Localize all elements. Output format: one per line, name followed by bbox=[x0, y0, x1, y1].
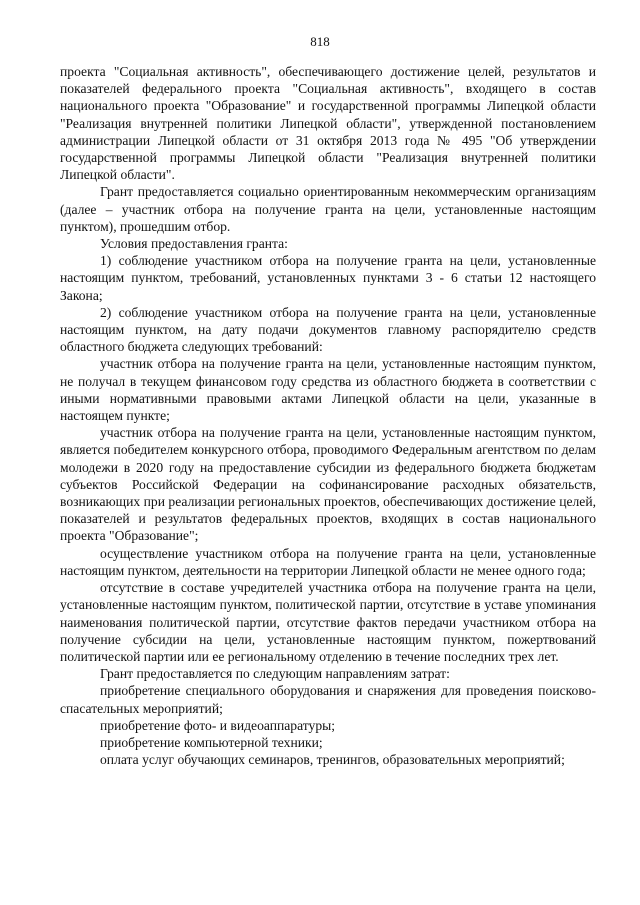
paragraph-requirement-winner: участник отбора на получение гранта на цели, установленные настоящим пунктом, является победителем конкурсного отбора, проводимого Федеральным агентством по делам молодежи в 2020 году на предоставление субсидии из федерального бюджета бюджетам субъектов Российской Федерации на софинансирование расходных обязательств, возникающих при реализации региональных проектов, обеспечивающих достижение целей, показателей и результатов федеральных проектов, входящих в состав национального проекта "Образование"; bbox=[60, 425, 596, 544]
paragraph-conditions-heading: Условия предоставления гранта: bbox=[100, 236, 288, 252]
paragraph-condition-2: 2) соблюдение участником отбора на получение гранта на цели, установленные настоящим пунктом, на дату подачи документов главному распорядителю средств областного бюджета следующих требований: bbox=[60, 304, 596, 355]
paragraph-expense-directions: Грант предоставляется по следующим направлениям затрат: bbox=[100, 666, 450, 682]
paragraph-grant-recipients: Грант предоставляется социально ориентированным некоммерческим организациям (далее – участник отбора на получение гранта на цели, установленные настоящим пунктом), прошедшим отбор. bbox=[60, 184, 596, 234]
paragraph-condition-1: 1) соблюдение участником отбора на получение гранта на цели, установленные настоящим пунктом, требований, установленных пунктами 3 - 6 статьи 12 настоящего Закона; bbox=[60, 253, 596, 303]
paragraph-requirement-activity: осуществление участником отбора на получение гранта на цели, установленные настоящим пунктом, деятельности на территории Липецкой области не менее одного года; bbox=[60, 545, 596, 578]
paragraph-expense-training: оплата услуг обучающих семинаров, тренингов, образовательных мероприятий; bbox=[100, 752, 565, 768]
paragraph-requirement-no-funds: участник отбора на получение гранта на цели, установленные настоящим пунктом, не получал в текущем финансовом году средства из областного бюджета в соответствии с иными нормативными правовыми актами Липецкой области на цели, указанные в настоящем пункте; bbox=[60, 356, 596, 424]
paragraph-expense-photo-video: приобретение фото- и видеоаппаратуры; bbox=[100, 717, 336, 733]
paragraph-expense-equipment: приобретение специального оборудования и снаряжения для проведения поисково-спасательных мероприятий; bbox=[60, 683, 596, 716]
document-body bbox=[60, 63, 596, 768]
paragraph-expense-computers: приобретение компьютерной техники; bbox=[100, 734, 323, 750]
paragraph-continuation: проекта "Социальная активность", обеспечивающего достижение целей, результатов и показателей федерального проекта "Социальная активность", входящего в состав национального проекта "Образование" и государственной программы Липецкой области "Реализация внутренней политики Липецкой области", утвержденной постановлением администрации Липецкой области от 31 октября 2013 года № 495 "Об утверждении государственной программы Липецкой области "Реализация внутренней политики Липецкой области". bbox=[60, 64, 596, 183]
page-number: 818 bbox=[310, 34, 330, 49]
paragraph-requirement-no-party: отсутствие в составе учредителей участника отбора на получение гранта на цели, установленные настоящим пунктом, политической партии, отсутствие в уставе упоминания наименования политической партии, отсутствие фактов передачи участником отбора на получение субсидии на цели, установленные настоящим пунктом, пожертвований политической партии или ее региональному отделению в течение последних трех лет. bbox=[60, 580, 596, 664]
